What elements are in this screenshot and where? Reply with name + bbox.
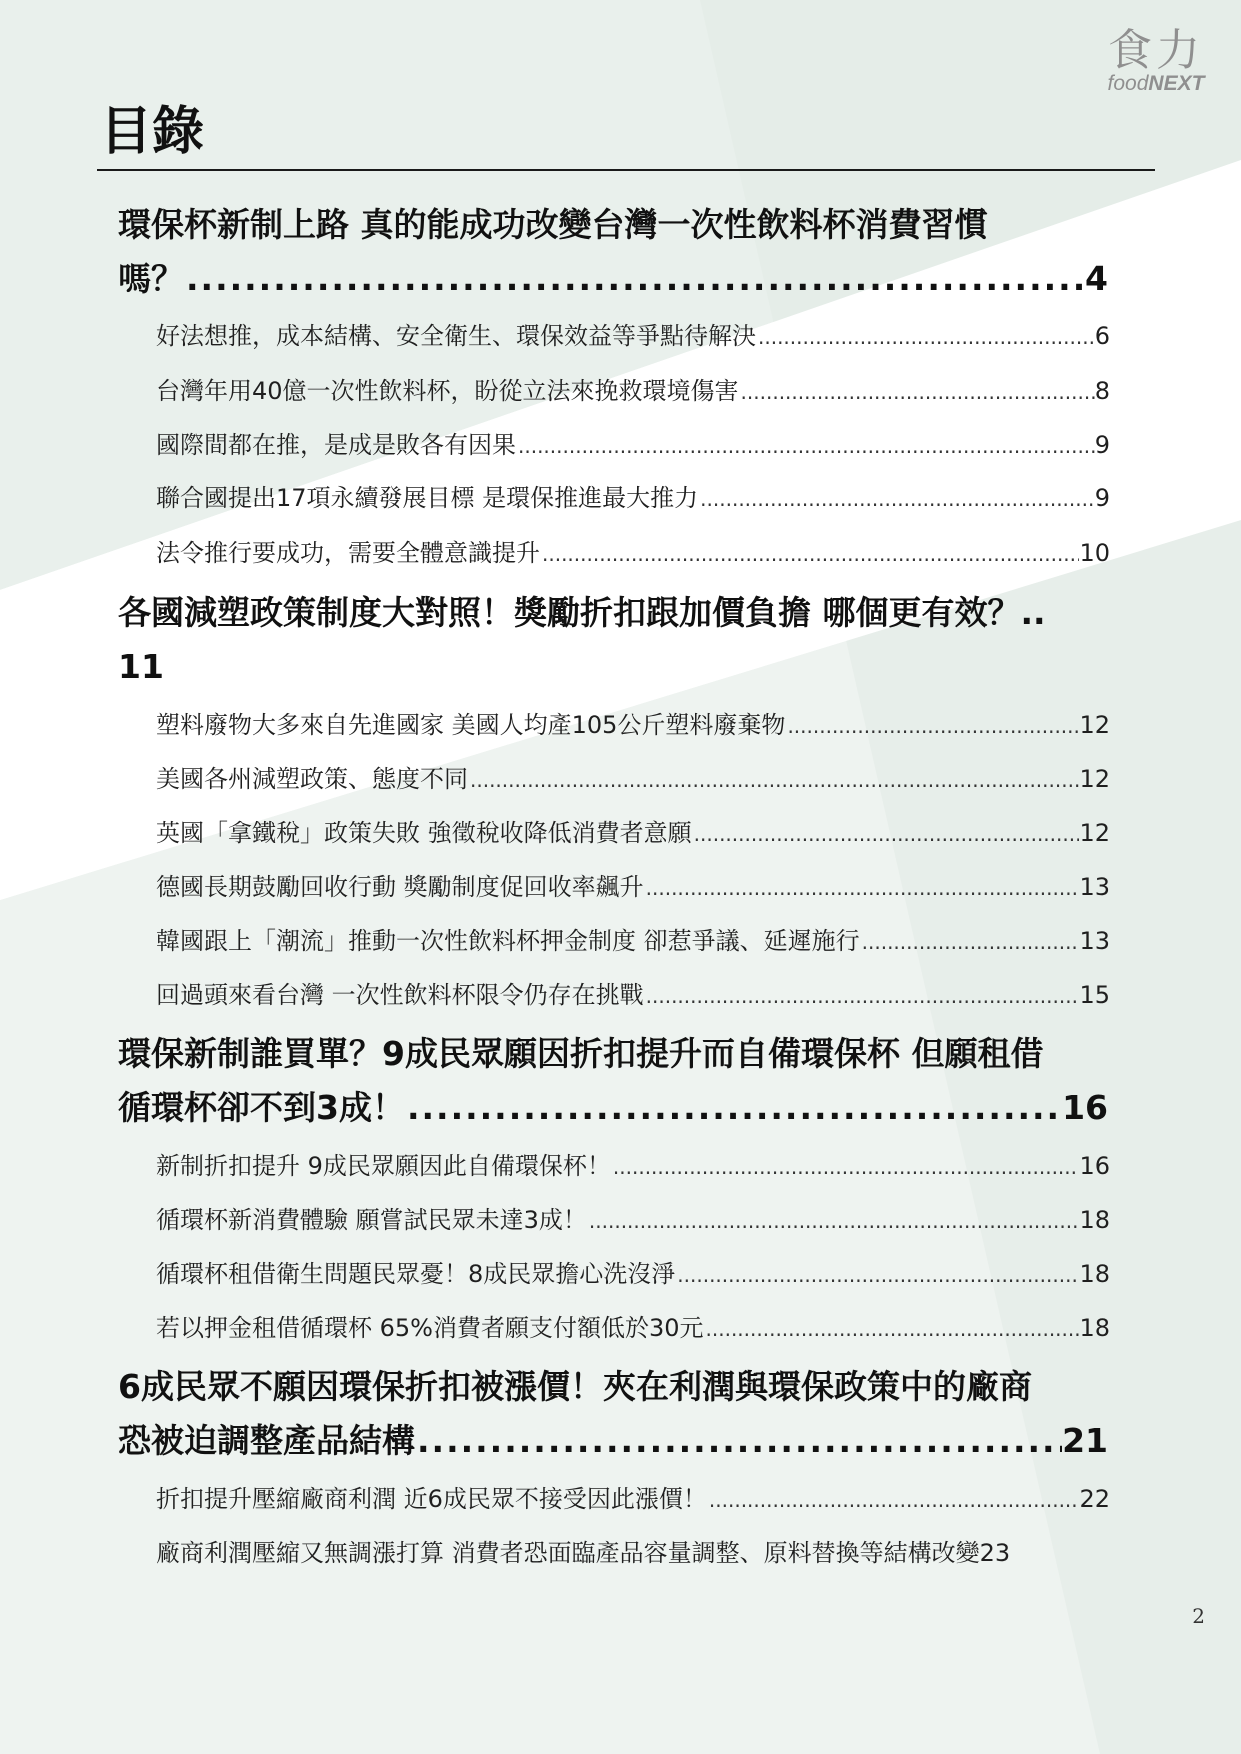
toc-item[interactable] xyxy=(156,1311,1110,1346)
toc-item[interactable] xyxy=(156,1536,1110,1570)
toc-section-4[interactable] xyxy=(118,1360,1108,1468)
dot-leader xyxy=(785,709,1079,743)
toc-item-label: 廠商利潤壓縮又無調漲打算 消費者恐面臨產品容量調整、原料替換等結構改變 xyxy=(156,1539,980,1567)
toc-section-title-line1: 6成民眾不願因環保折扣被漲價！夾在利潤與環保政策中的廠商 xyxy=(118,1367,1032,1406)
dot-leader xyxy=(516,429,1095,463)
toc-page-number: 6 xyxy=(1094,322,1110,350)
dot-leader xyxy=(860,925,1080,959)
toc-page-number: 18 xyxy=(1079,1206,1110,1234)
title-divider xyxy=(97,169,1155,171)
toc-page-number: 23 xyxy=(979,1539,1011,1567)
toc-item[interactable] xyxy=(156,1149,1110,1184)
toc-page-number: 11 xyxy=(118,647,164,686)
toc-item-label: 回過頭來看台灣 一次性飲料杯限令仍存在挑戰 xyxy=(156,981,644,1009)
toc-page-number: 22 xyxy=(1079,1485,1110,1513)
dot-leader xyxy=(707,1483,1080,1517)
toc-page-number: 10 xyxy=(1079,539,1110,567)
logo-chinese-text: 食力 xyxy=(1108,25,1204,76)
dot-leader xyxy=(468,763,1079,797)
toc-section-title-text: 嗎？ xyxy=(118,259,184,298)
toc-item[interactable] xyxy=(156,428,1110,463)
toc-item-label: 國際間都在推，是成是敗各有因果 xyxy=(156,431,516,459)
toc-section-title-line1: 環保新制誰買單？9成民眾願因折扣提升而自備環保杯 但願租借 xyxy=(118,1034,1044,1073)
toc-item[interactable] xyxy=(156,1257,1110,1292)
dot-leader xyxy=(644,979,1080,1013)
dot-leader xyxy=(415,1414,1062,1468)
dot-leader xyxy=(756,320,1095,354)
dot-leader xyxy=(739,375,1095,409)
toc-item-label: 聯合國提出17項永續發展目標 是環保推進最大推力 xyxy=(156,484,699,512)
toc-item-label: 循環杯租借衛生問題民眾憂！8成民眾擔心洗沒淨 xyxy=(156,1260,676,1288)
toc-section-title-text: 循環杯卻不到3成！ xyxy=(118,1088,405,1127)
toc-item[interactable] xyxy=(156,816,1110,851)
toc-section-title-line1: 各國減塑政策制度大對照！獎勵折扣跟加價負擔 哪個更有效？.. xyxy=(118,593,1046,632)
toc-section-title-line2 xyxy=(118,252,1108,306)
toc-item-label: 美國各州減塑政策、態度不同 xyxy=(156,765,468,793)
toc-page-number: 18 xyxy=(1079,1260,1110,1288)
toc-section-title-text: 恐被迫調整產品結構 xyxy=(118,1421,415,1460)
dot-leader xyxy=(692,817,1080,851)
toc-item[interactable] xyxy=(156,374,1110,409)
toc-item-label: 台灣年用40億一次性飲料杯，盼從立法來挽救環境傷害 xyxy=(156,377,739,405)
toc-page-number: 18 xyxy=(1079,1314,1110,1342)
toc-page-number: 16 xyxy=(1079,1152,1110,1180)
toc-page-number: 9 xyxy=(1094,431,1110,459)
toc-item-label: 韓國跟上「潮流」推動一次性飲料杯押金制度 卻惹爭議、延遲施行 xyxy=(156,927,860,955)
toc-page-number: 15 xyxy=(1079,981,1110,1009)
toc-section-title-line2 xyxy=(118,1414,1108,1468)
dot-leader xyxy=(405,1081,1062,1135)
toc-page-number: 21 xyxy=(1062,1421,1108,1460)
toc-section-1[interactable] xyxy=(118,198,1108,306)
foodnext-logo xyxy=(1101,26,1211,94)
toc-page-number: 8 xyxy=(1094,377,1110,405)
toc-page-number: 12 xyxy=(1079,765,1110,793)
toc-item-label: 好法想推，成本結構、安全衛生、環保效益等爭點待解決 xyxy=(156,322,756,350)
toc-page-number: 16 xyxy=(1062,1088,1108,1127)
toc-section-title-line2 xyxy=(118,640,1108,694)
toc-item[interactable] xyxy=(156,762,1110,797)
dot-leader xyxy=(644,871,1080,905)
dot-leader xyxy=(184,252,1085,306)
dot-leader xyxy=(540,537,1079,571)
toc-item-label: 新制折扣提升 9成民眾願因此自備環保杯！ xyxy=(156,1152,611,1180)
logo-en-prefix: food xyxy=(1107,72,1149,95)
toc-item-label: 英國「拿鐵稅」政策失敗 強徵稅收降低消費者意願 xyxy=(156,819,692,847)
toc-item[interactable] xyxy=(156,924,1110,959)
toc-section-title-line2 xyxy=(118,1081,1108,1135)
page-title: 目錄 xyxy=(100,102,205,162)
toc-item[interactable] xyxy=(156,978,1110,1013)
dot-leader xyxy=(698,482,1095,516)
toc-page-number: 9 xyxy=(1094,484,1110,512)
toc-page-number: 12 xyxy=(1079,819,1110,847)
toc-item[interactable] xyxy=(156,1203,1110,1238)
toc-page-number: 13 xyxy=(1079,927,1110,955)
toc-item-label: 塑料廢物大多來自先進國家 美國人均產105公斤塑料廢棄物 xyxy=(156,711,786,739)
toc-page-number: 13 xyxy=(1079,873,1110,901)
toc-item-label: 法令推行要成功，需要全體意識提升 xyxy=(156,539,540,567)
toc-item[interactable] xyxy=(156,319,1110,354)
toc-item-label: 德國長期鼓勵回收行動 獎勵制度促回收率飆升 xyxy=(156,873,644,901)
dot-leader xyxy=(704,1312,1080,1346)
toc-item-label: 循環杯新消費體驗 願嘗試民眾未達3成！ xyxy=(156,1206,587,1234)
dot-leader xyxy=(675,1258,1079,1292)
toc-item-label: 若以押金租借循環杯 65%消費者願支付額低於30元 xyxy=(156,1314,704,1342)
page-number: 2 xyxy=(1192,1604,1205,1628)
toc-section-title-line1: 環保杯新制上路 真的能成功改變台灣一次性飲料杯消費習慣 xyxy=(118,205,988,244)
logo-english-text xyxy=(1101,74,1211,94)
toc-page-number: 4 xyxy=(1085,259,1108,298)
toc-item[interactable] xyxy=(156,1482,1110,1517)
logo-en-suffix: NEXT xyxy=(1148,72,1205,95)
toc-item[interactable] xyxy=(156,870,1110,905)
dot-leader xyxy=(611,1150,1080,1184)
toc-section-2[interactable] xyxy=(118,586,1108,694)
toc-item-label: 折扣提升壓縮廠商利潤 近6成民眾不接受因此漲價！ xyxy=(156,1485,707,1513)
toc-page-number: 12 xyxy=(1079,711,1110,739)
toc-item[interactable] xyxy=(156,536,1110,571)
dot-leader xyxy=(587,1204,1080,1238)
toc-item[interactable] xyxy=(156,481,1110,516)
toc-item[interactable] xyxy=(156,708,1110,743)
toc-section-3[interactable] xyxy=(118,1027,1108,1135)
